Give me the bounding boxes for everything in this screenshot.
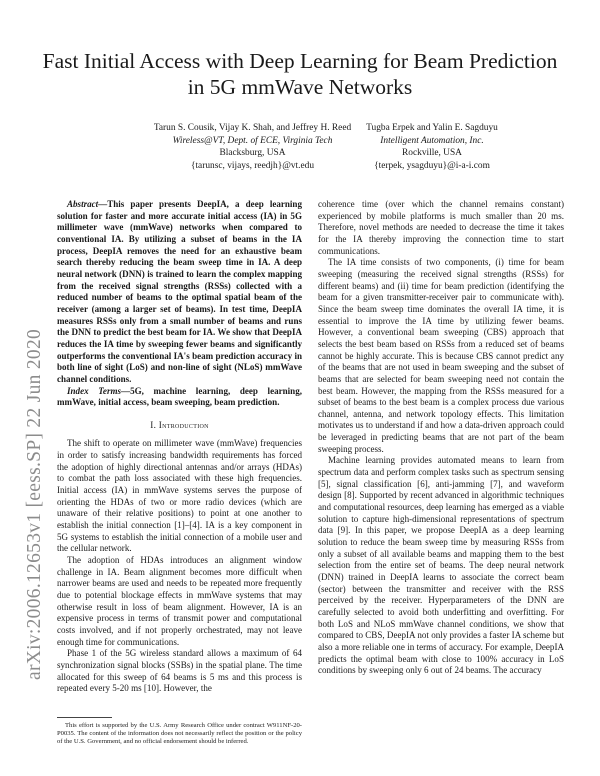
author-block-2 [352,122,512,172]
author-location: Rockville, USA [402,148,462,158]
abstract-text: —This paper presents DeepIA, a deep learning solution for faster and more accurate initial access (IA) in 5G millimeter wave (mmWave) networks when compared to conventional IA. By utilizing a subset of beams in the IA process, DeepIA removes the need for an exhaustive beam search thereby reducing the beam sweep time in IA. A deep neural network (DNN) is trained to learn the complex mapping from the received signal strengths (RSSs) collected with a reduced number of beams to the optimal spatial beam of the receiver (among a larger set of beams). In test time, DeepIA measures RSSs only from a small number of beams and runs the DNN to predict the best beam for IA. We show that DeepIA reduces the IA time by sweeping fewer beams and significantly outperforms the conventional IA's beam prediction accuracy in both line of sight (LoS) and non-line of sight (NLoS) mmWave channel conditions. [57,199,302,384]
author-location: Blacksburg, USA [219,148,286,158]
author-email: {tarunsc, vijays, reedjh}@vt.edu [190,160,315,171]
author-affiliation: Intelligent Automation, Inc. [380,135,484,146]
author-names: Tarun S. Cousik, Vijay K. Shah, and Jeffrey H. Reed [153,123,352,133]
abstract-lead: Abstract [67,199,99,209]
author-affiliation: Wireless@VT, Dept. of ECE, Virginia Tech [172,135,333,146]
footnote-text: This effort is supported by the U.S. Army Research Office under contract W911NF-20-P0035. The content of the information does not necessarily reflect the position or the policy of the U.S. Government, and no official endorsement should be inferred. [57,722,302,746]
index-terms-lead: Index Terms [67,385,122,396]
paragraph: Phase 1 of the 5G wireless standard allows a maximum of 64 synchronization signal blocks (SSBs) in the spatial plane. The time allocated for this sweep of 64 beams is 5 ms and this process is repeated every 5-20 ms [10]. However, the [57,648,302,694]
arxiv-identifier: arXiv:2006.12653v1 [eess.SP] 22 Jun 2020 [24,328,45,680]
author-email: {terpek, ysagduyu}@i-a-i.com [374,160,490,171]
paragraph: Machine learning provides automated means to learn from spectrum data and perform complex tasks such as spectrum sensing [5], signal classification [6], anti-jamming [7], and waveform design [8]. Supported by recent advanced in algorithmic techniques and computational resources, deep learning has emerged as a viable solution to capture high-dimensional representations of spectrum data [9]. In this paper, we propose DeepIA as a deep learning solution to reduce the beam sweep time by measuring RSSs from only a subset of all available beams and mapping them to the best selection from the entire set of beams. The deep neural network (DNN) trained in DeepIA learns to associate the correct beam (sector) between the transmitter and receiver with the RSS perceived by the receiver. Hyperparameters of the DNN are carefully selected to avoid both underfitting and overfitting. For both LoS and NLoS mmWave channel conditions, we show that compared to CBS, DeepIA not only provides a faster IA scheme but also a more reliable one in terms of accuracy. For example, DeepIA predicts the optimal beam with close to 100% accuracy in LoS conditions by sweeping only 6 out of 24 beams. The accuracy [318,455,564,676]
left-column [57,199,302,695]
index-terms [57,386,302,409]
paper-title: Fast Initial Access with Deep Learning for Beam Prediction in 5G mmWave Networks [42,49,558,99]
paragraph: The IA time consists of two components, (i) time for beam sweeping (measuring the received signal strengths (RSSs) for different beams) and (ii) time for beam prediction (identifying the beam for a given transmitter-receiver pair to communicate with). Since the beam sweep time dominates the overall IA time, it is essential to improve the IA time by utilizing fewer beams. However, a conventional beam sweeping (CBS) approach that selects the best beam based on RSSs from a reduced set of beams cannot be highly accurate. This is because CBS cannot predict any of the beams that are not used in beam sweeping and the subset of beams that are selected for beam sweeping need not contain the best beam. However, the mapping from the RSSs measured for a subset of beams to the best beam is a complex process due various channel, antenna, and network topology effects. This limitation motivates us to understand if and how a data-driven approach could be leveraged in predicting beams that are not part of the beam sweeping process. [318,257,564,454]
footnote [57,722,302,747]
paragraph-continued: coherence time (over which the channel remains constant) experienced by mobile platforms is much smaller than 20 ms. Therefore, novel methods are needed to decrease the time it takes for the IA thereby improving the connection time to start communications. [318,199,564,256]
section-heading: I. Introduction [150,419,209,430]
abstract [57,199,302,386]
paragraph: The adoption of HDAs introduces an alignment window challenge in IA. Beam alignment becomes more difficult when narrower beams are used and needs to be repeated more frequently due to potential blockage effects in mmWave systems that may otherwise result in loss of beam alignment. However, IA is an expensive process in terms of transmit power and computational costs involved, and if not properly orchestrated, may not leave enough time for communications. [57,555,302,647]
paragraph: The shift to operate on millimeter wave (mmWave) frequencies in order to satisfy increasing bandwidth requirements has forced the adoption of highly directional antennas and/or arrays (HDAs) to combat the path loss associated with these high frequencies. Initial access (IA) in mmWave systems serves the purpose of orienting the HDAs of two or more radio devices (which are unaware of their relative positions) to point at one another to establish the initial connection [1]–[4]. IA is a key component in 5G systems to establish the initial connection of a mobile user and the cellular network. [57,438,302,554]
footnote-rule [57,717,112,718]
author-names: Tugba Erpek and Yalin E. Sagduyu [366,123,498,133]
author-block-1 [140,122,365,172]
index-terms-text: —5G, machine learning, deep learning, mmWave, initial access, beam sweeping, beam prediction. [57,385,302,408]
right-column [318,199,564,677]
